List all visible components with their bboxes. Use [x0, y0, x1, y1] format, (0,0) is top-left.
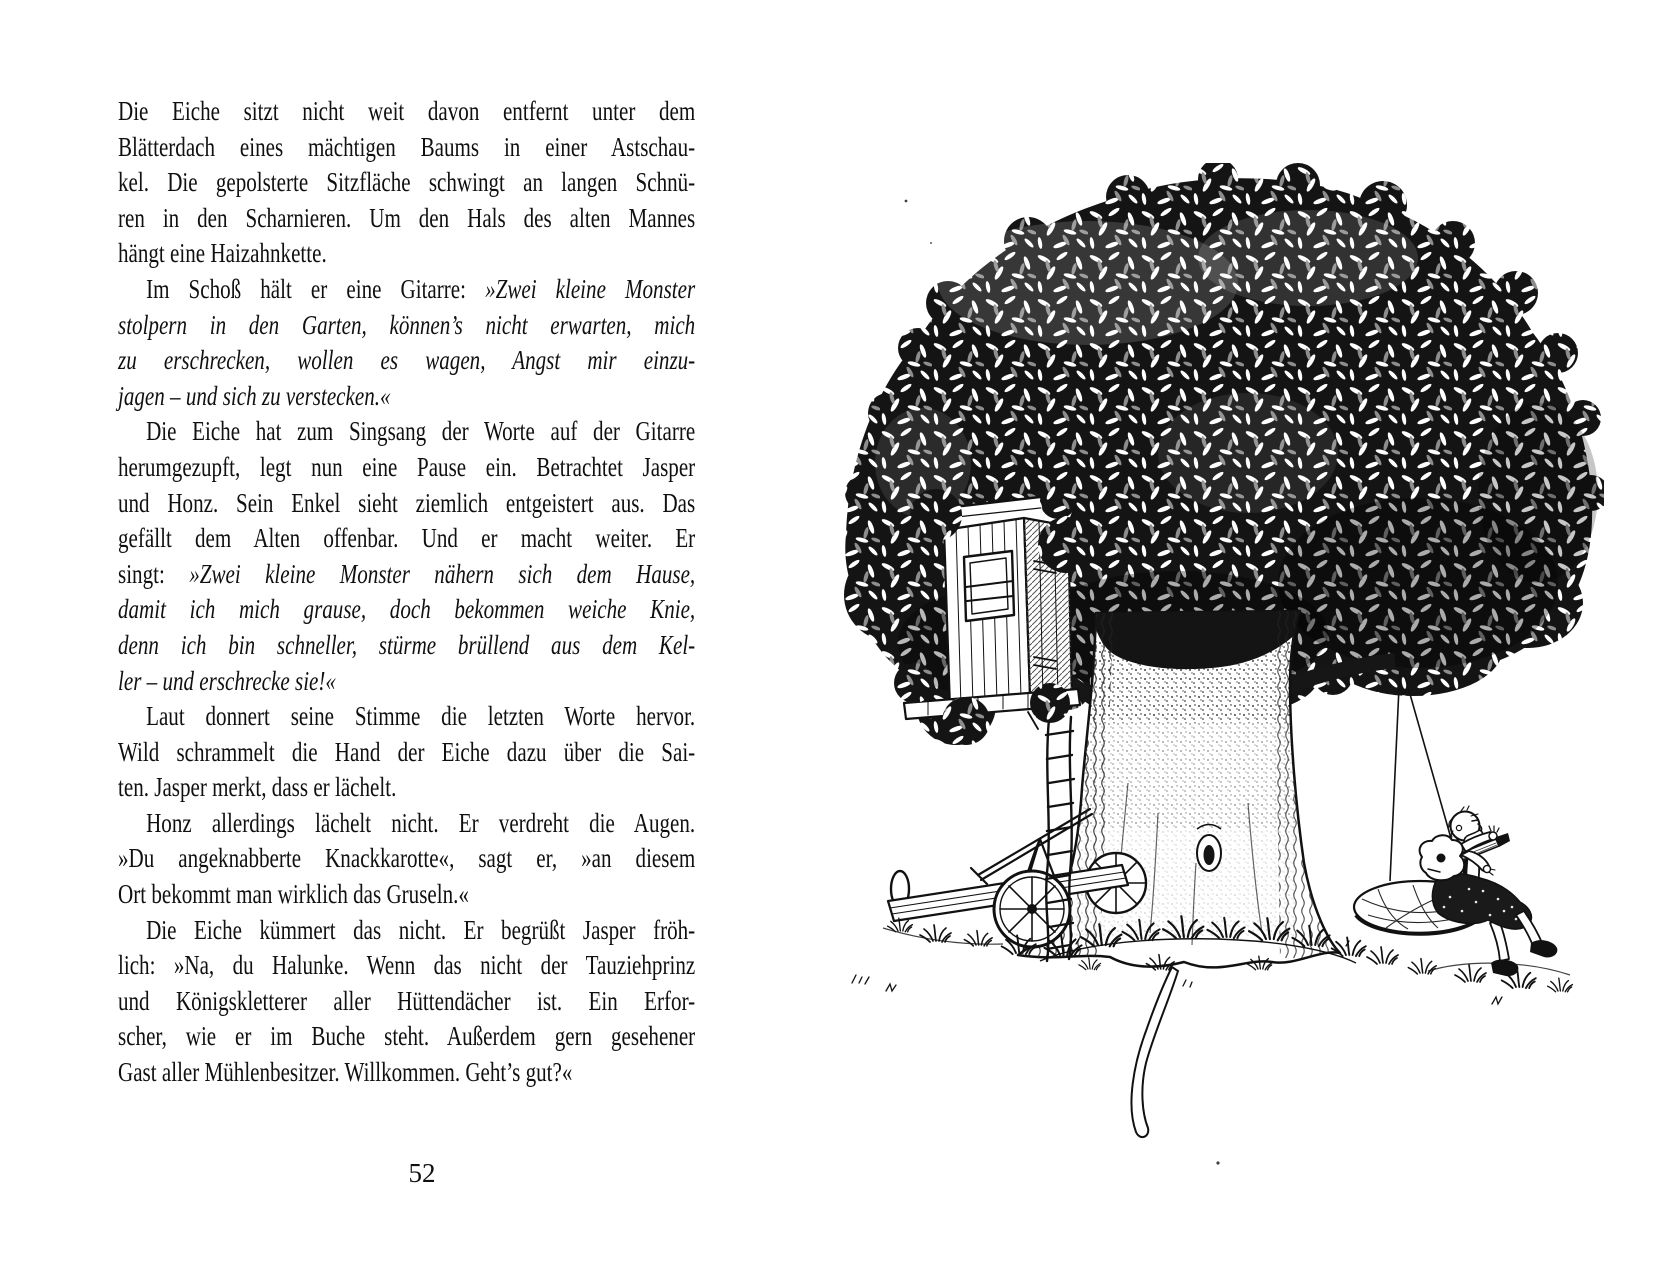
text-line	[118, 201, 695, 237]
song-lyrics-segment: ler – und erschrecke sie!«	[118, 665, 336, 696]
body-text	[118, 94, 695, 1091]
text-line	[118, 94, 695, 130]
text-line	[118, 308, 695, 344]
text-line	[118, 272, 695, 308]
text-segment: Die Eiche hat zum Singsang der Worte auf der Gitarre	[146, 416, 696, 447]
text-line	[118, 913, 695, 949]
text-line	[118, 165, 695, 201]
text-line	[118, 557, 695, 593]
page-number: 52	[408, 1158, 436, 1188]
text-line	[118, 664, 695, 700]
song-lyrics-segment: denn ich bin schneller, stürme brüllend aus dem Kel-	[118, 629, 696, 660]
tree-illustration	[828, 163, 1604, 1177]
text-segment: Ort bekommt man wirklich das Gruseln.«	[118, 879, 469, 910]
song-lyrics-segment: »Zwei kleine Monster nähern sich dem Hause,	[189, 558, 696, 589]
text-line	[118, 414, 695, 450]
song-lyrics-segment: stolpern in den Garten, können’s nicht erwarten, mich	[118, 309, 696, 340]
text-line	[118, 841, 695, 877]
text-line	[118, 1019, 695, 1055]
text-line	[118, 343, 695, 379]
text-line	[118, 521, 695, 557]
text-line	[118, 948, 695, 984]
shoe-back	[1491, 959, 1518, 976]
text-line	[118, 592, 695, 628]
text-segment: Blätterdach eines mächtigen Baums in einer Astschau-	[118, 131, 696, 162]
text-line	[118, 984, 695, 1020]
text-segment: Die Eiche sitzt nicht weit davon entfernt unter dem	[118, 96, 696, 126]
text-segment: »Du angeknabberte Knackkarotte«, sagt er, »an diesem	[118, 843, 696, 874]
text-segment: ren in den Scharnieren. Um den Hals des alten Mannes	[118, 202, 696, 233]
text-segment: und Honz. Sein Enkel sieht ziemlich entgeistert aus. Das	[118, 487, 696, 518]
text-line	[118, 877, 695, 913]
song-lyrics-segment: jagen – und sich zu verstecken.«	[118, 380, 391, 411]
text-line	[118, 806, 695, 842]
text-line	[118, 130, 695, 166]
text-segment: scher, wie er im Buche steht. Außerdem gern gesehener	[118, 1021, 696, 1052]
shoe-front	[1530, 940, 1557, 957]
text-line	[118, 1055, 695, 1091]
text-line	[118, 450, 695, 486]
text-segment: Die Eiche kümmert das nicht. Er begrüßt Jasper fröh-	[146, 914, 696, 945]
song-lyrics-segment: zu erschrecken, wollen es wagen, Angst mir einzu-	[118, 345, 696, 376]
text-segment: kel. Die gepolsterte Sitzfläche schwingt an langen Schnü-	[118, 167, 696, 198]
paragraph	[118, 913, 695, 1091]
text-segment: Gast aller Mühlenbesitzer. Willkommen. Geht’s gut?«	[118, 1057, 573, 1088]
text-line	[118, 236, 695, 272]
paragraph	[118, 806, 695, 913]
paragraph	[118, 699, 695, 806]
text-line	[118, 735, 695, 771]
song-lyrics-segment: »Zwei kleine Monster	[485, 273, 696, 304]
text-segment: singt:	[118, 558, 190, 589]
text-segment: und Königskletterer aller Hüttendächer ist. Ein Erfor-	[118, 985, 696, 1016]
text-line	[118, 379, 695, 415]
text-segment: lich: »Na, du Halunke. Wenn das nicht der Tauziehprinz	[118, 950, 696, 981]
text-segment: herumgezupft, legt nun eine Pause ein. Betrachtet Jasper	[118, 451, 696, 482]
old-man	[1420, 806, 1558, 976]
tree-root	[1131, 967, 1178, 1137]
text-line	[118, 628, 695, 664]
text-line	[118, 770, 695, 806]
text-segment: Laut donnert seine Stimme die letzten Worte hervor.	[146, 701, 696, 732]
text-segment: Honz allerdings lächelt nicht. Er verdreht die Augen.	[146, 807, 696, 838]
paragraph	[118, 94, 695, 272]
treehouse-window	[964, 551, 1014, 621]
text-segment: Im Schoß hält er eine Gitarre:	[146, 273, 486, 304]
text-segment: hängt eine Haizahnkette.	[118, 238, 327, 269]
text-line	[118, 486, 695, 522]
text-line	[118, 699, 695, 735]
song-lyrics-segment: damit ich mich grause, doch bekommen weiche Knie,	[118, 594, 696, 625]
paragraph	[118, 272, 695, 414]
text-segment: gefällt dem Alten offenbar. Und er macht weiter. Er	[118, 523, 696, 554]
text-segment: Wild schrammelt die Hand der Eiche dazu über die Sai-	[118, 736, 696, 767]
text-segment: ten. Jasper merkt, dass er lächelt.	[118, 772, 397, 803]
paragraph	[118, 414, 695, 699]
